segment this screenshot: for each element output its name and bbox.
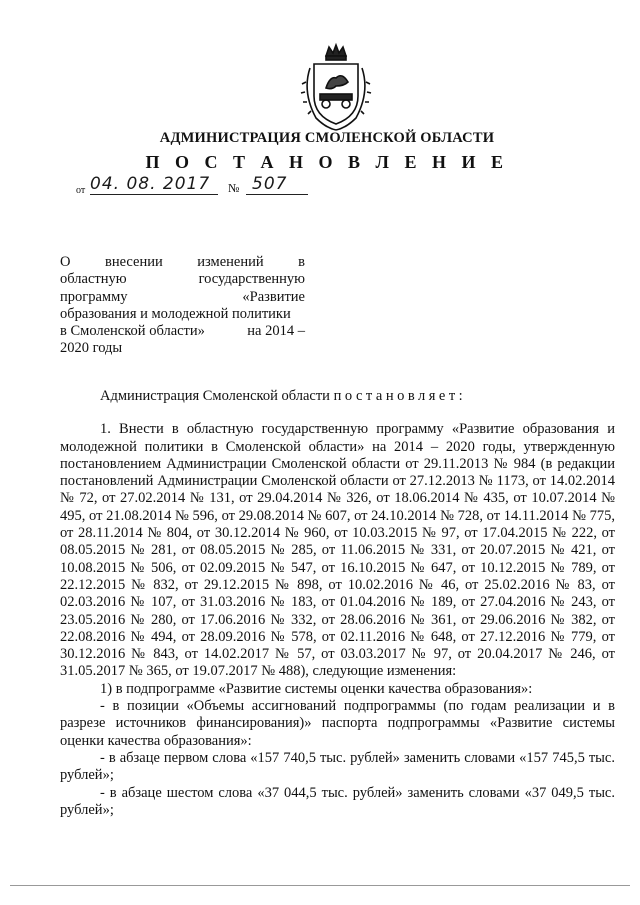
paragraph: - в абзаце шестом слова «37 044,5 тыс. рублей» заменить словами «37 049,5 тыс. рублей»;: [60, 784, 615, 818]
subject-line: 2020 годы: [60, 340, 123, 357]
subject-block: [60, 254, 305, 358]
subject-line: образования и молодежной политики: [60, 305, 291, 322]
date-number-line: [76, 174, 326, 202]
paragraph: 1. Внести в областную государственную программу «Развитие образования и молодежной политики в Смоленской области» на 2014 – 2020 годы, утвержденную постановлением Администрации Смоленской области от 29.11.2013 № 984 (в редакции постановлений Администрации Смоленской области от 27.12.2013 № 1173, от 14.02.2014 № 72, от 27.02.2014 № 131, от 29.04.2014 № 326, от 18.06.2014 № 435, от 10.07.2014 № 495, от 21.08.2014 № 596, от 29.08.2014 № 607, от 24.10.2014 № 728, от 14.11.2014 № 775, от 28.11.2014 № 804, от 30.12.2014 № 960, от 10.03.2015 № 97, от 17.04.2015 № 222, от 08.05.2015 № 281, от 08.05.2015 № 285, от 11.06.2015 № 331, от 20.07.2015 № 421, от 10.08.2015 № 506, от 02.09.2015 № 547, от 16.10.2015 № 647, от 10.12.2015 № 789, от 22.12.2015 № 832, от 29.12.2015 № 898, от 10.02.2016 № 46, от 25.02.2016 № 83, от 02.03.2016 № 107, от 31.03.2016 № 183, от 01.04.2016 № 189, от 27.04.2016 № 243, от 23.05.2016 № 280, от 17.06.2016 № 332, от 28.06.2016 № 361, от 29.06.2016 № 382, от 22.08.2016 № 494, от 28.09.2016 № 578, от 02.11.2016 № 648, от 27.12.2016 № 779, от 30.12.2016 № 843, от 14.02.2017 № 57, от 03.03.2017 № 97, от 20.04.2017 № 246, от 31.05.2017 № 365, от 19.07.2017 № 488), следующие изменения:: [60, 421, 615, 680]
date-underline: [90, 194, 218, 195]
paragraph: - в позиции «Объемы ассигнований подпрограммы (по годам реализации и в разрезе источников финансирования)» паспорта подпрограммы «Развитие системы оценки качества образования»:: [60, 698, 615, 749]
preamble: [60, 388, 615, 405]
coat-of-arms-icon: [296, 42, 376, 132]
page-edge-line: [10, 885, 630, 886]
date-handwritten: 04. 08. 2017: [90, 174, 211, 194]
subject-line: программу «Развитие: [60, 288, 305, 305]
subject-line: О внесении изменений в: [60, 254, 305, 270]
document-type: П О С Т А Н О В Л Е Н И Е: [145, 152, 509, 172]
document-body: [60, 388, 615, 819]
date-prefix: от: [76, 185, 86, 196]
preamble-text: Администрация Смоленской области: [100, 388, 330, 404]
paragraph: - в абзаце первом слова «157 740,5 тыс. рублей» заменить словами «157 745,5 тыс. рублей»;: [60, 749, 615, 784]
number-prefix: №: [228, 181, 240, 195]
organization-title: АДМИНИСТРАЦИЯ СМОЛЕНСКОЙ ОБЛАСТИ: [159, 130, 495, 146]
number-underline: [246, 194, 308, 195]
subject-line: в Смоленской области» на 2014 –: [60, 323, 305, 340]
preamble-verb: постановляет:: [333, 388, 467, 404]
subject-line: областную государственную: [60, 271, 305, 288]
paragraph: 1) в подпрограмме «Развитие системы оценки качества образования»:: [100, 680, 533, 697]
number-handwritten: 507: [252, 174, 288, 194]
